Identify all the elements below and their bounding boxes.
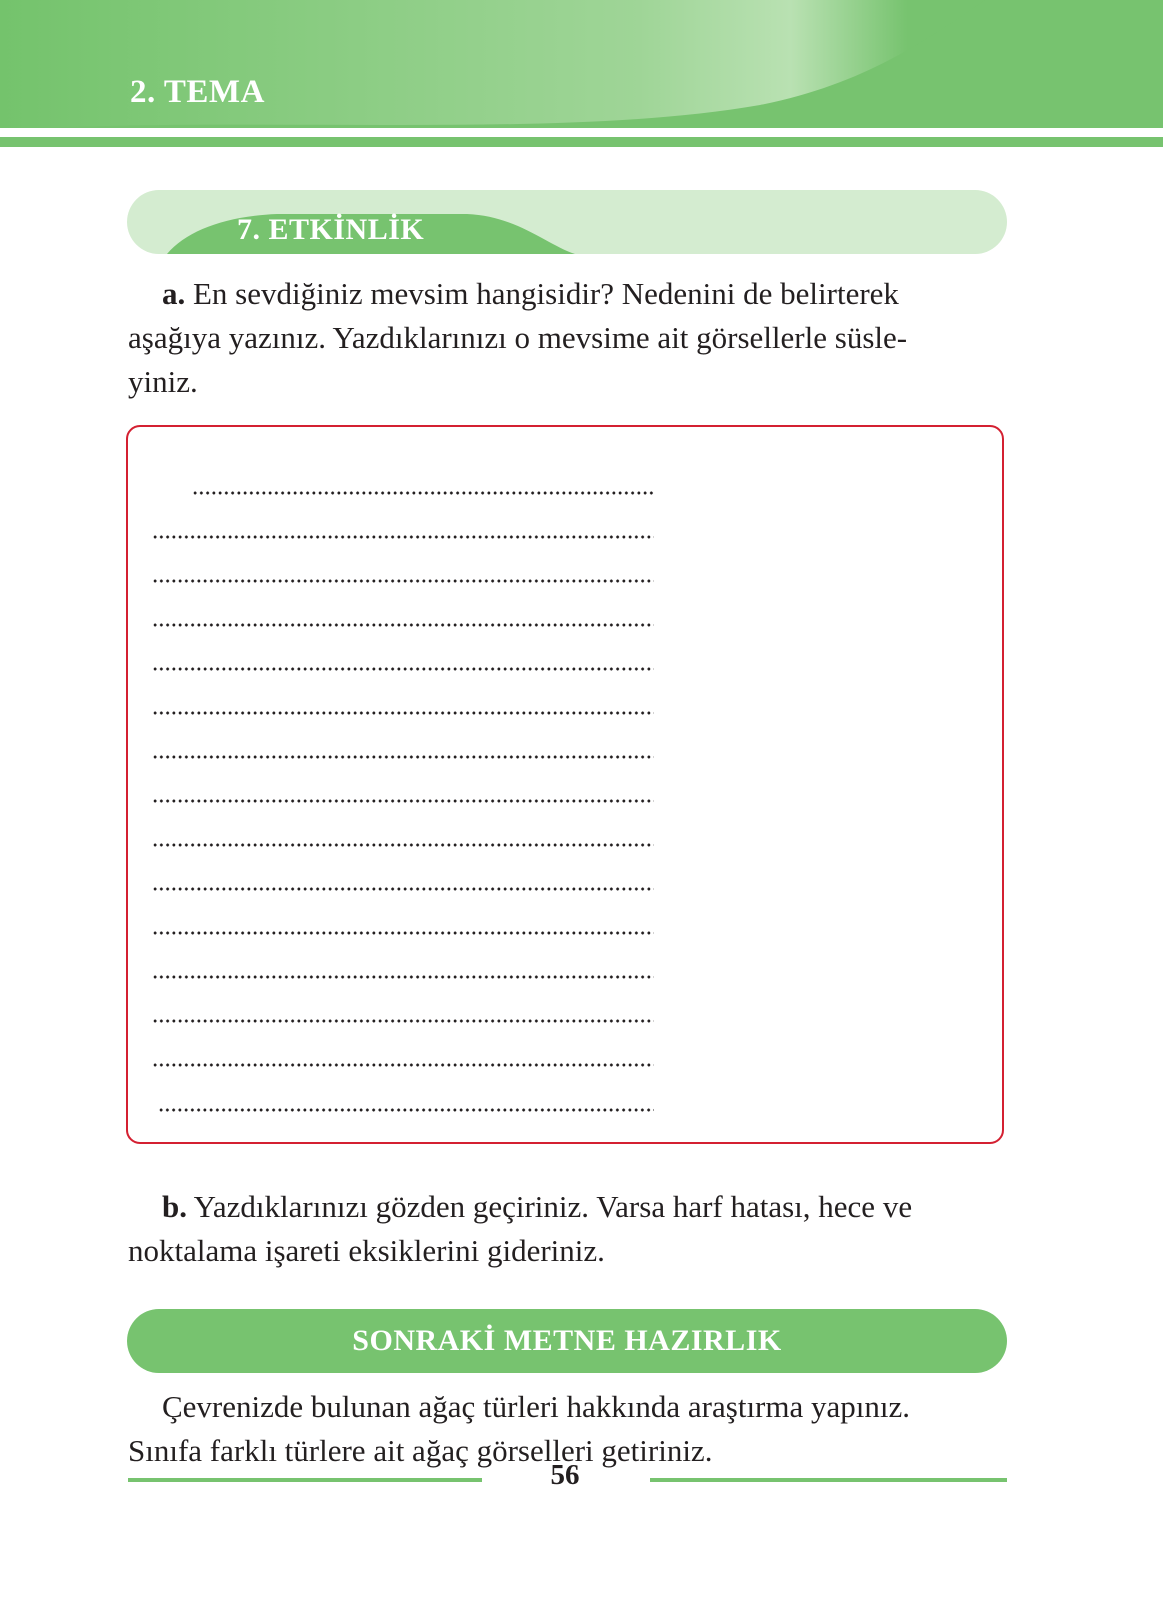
dotted-line[interactable] <box>152 1019 654 1023</box>
dotted-line[interactable] <box>152 711 654 715</box>
part-a-label: a. <box>162 276 186 311</box>
dotted-line[interactable] <box>152 755 654 759</box>
dotted-line[interactable] <box>152 931 654 935</box>
activity-title: 7. ETKİNLİK <box>237 213 425 246</box>
part-a-line-3: yiniz. <box>128 364 198 399</box>
dotted-line[interactable] <box>152 799 654 803</box>
dotted-line[interactable] <box>152 535 654 539</box>
dotted-line[interactable] <box>152 843 654 847</box>
part-a-line-2: aşağıya yazınız. Yazdıklarınızı o mevsime ait görsellerle süsle- <box>128 320 908 355</box>
dotted-line[interactable] <box>152 623 654 627</box>
dotted-line[interactable] <box>158 1108 654 1112</box>
next-text-banner <box>127 1309 1007 1373</box>
part-b-instructions <box>128 1185 1008 1273</box>
writing-box[interactable] <box>126 425 1004 1144</box>
page-number: 56 <box>550 1459 580 1491</box>
part-b-line-1: Yazdıklarınızı gözden geçiriniz. Varsa harf hatası, hece ve <box>193 1189 913 1224</box>
dotted-line[interactable] <box>152 667 654 671</box>
dotted-line[interactable] <box>152 1063 654 1067</box>
dotted-line[interactable] <box>152 975 654 979</box>
theme-title: 2. TEMA <box>130 74 265 110</box>
footer-line-left <box>128 1478 482 1482</box>
next-text-title: SONRAKİ METNE HAZIRLIK <box>352 1324 782 1357</box>
page-header <box>0 0 1163 150</box>
part-a-instructions <box>128 272 1008 404</box>
next-text-line-2: Sınıfa farklı türlere ait ağaç görselleri getiriniz. <box>128 1433 713 1468</box>
footer-line-right <box>650 1478 1007 1482</box>
part-b-line-2: noktalama işareti eksiklerini gideriniz. <box>128 1233 605 1268</box>
dotted-line[interactable] <box>152 579 654 583</box>
dotted-line[interactable] <box>192 491 654 495</box>
part-a-line-1: En sevdiğiniz mevsim hangisidir? Nedenini de belirterek <box>193 276 899 311</box>
part-b-label: b. <box>162 1189 187 1224</box>
dotted-line[interactable] <box>152 887 654 891</box>
next-text-line-1: Çevrenizde bulunan ağaç türleri hakkında araştırma yapınız. <box>162 1389 910 1424</box>
